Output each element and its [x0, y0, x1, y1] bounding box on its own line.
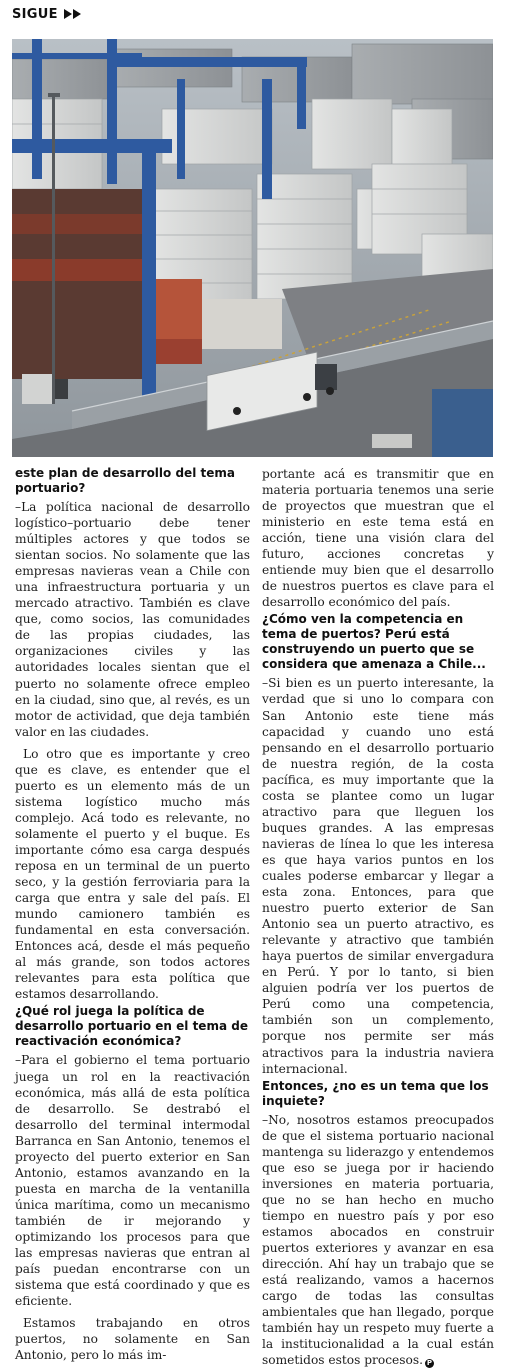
answer-paragraph: Estamos trabajando en otros puertos, no solamente en San Antonio, pero lo más im- — [15, 1316, 250, 1363]
continue-header — [12, 3, 502, 25]
port-container-terminal-photo — [12, 39, 493, 457]
end-of-article-icon: P — [426, 1359, 433, 1368]
answer-text: –No, nosotros estamos preocupados de que el sistema portuario nacional mantenga su liderazgo y entendemos que eso se juega por ir haciendo inversiones en materia portuaria, que no se han hecho en mucho tiempo en nuestro país y por eso estamos abocados en construir puertos exteriores y avanzar en esa dirección. Ahí hay un trabajo que se está realizando, vamos a hacernos cargo de todas las consultas ambientales que han llegado, porque también hay un respeto muy fuerte a la institucionalidad a la cual están sometidos estos procesos. — [262, 1112, 494, 1368]
answer-paragraph — [262, 1112, 494, 1368]
answer-paragraph: –Para el gobierno el tema portuario juega un rol en la reactivación económica, más allá de esta política de desarrollo. Se destrabó el desarrollo del terminal intermodal Barranca en San Antonio, tenemos el proyecto del puerto exterior en San Antonio, estamos avanzando en la puesta en marcha de la ventanilla única marítima, como un mecanismo también de ir mejorando y optimizando los procesos para que las empresas navieras que entran al país puedan encontrarse con un sistema que está coordinado y que es eficiente. — [15, 1053, 250, 1309]
continue-label: SIGUE — [12, 6, 58, 22]
interview-question: Entonces, ¿no es un tema que los inquiete? — [262, 1078, 489, 1108]
answer-paragraph: Lo otro que es importante y creo que es clave, es entender que el puerto es un elemento más de un sistema logístico mucho más complejo. Acá todo es relevante, no solamente el puerto y el buque. Es importante cómo esa carga después reposa en un terminal de un puerto seco, y la gestión ferroviaria para la carga que entra y sale del país. El mundo camionero también es fundamental en esta conversación. Entonces acá, desde el más pequeño al más grande, son todos actores relevantes para esta política que estamos desarrollando. — [15, 746, 250, 1002]
answer-paragraph: –Si bien es un puerto interesante, la verdad que si uno lo compara con San Antonio este tiene más capacidad y cuando uno está pensando en el desarrollo portuario de nuestra región, de la costa pacífica, es muy importante que la costa se plantee como un lugar atractivo para que lleguen los buques grandes. A las empresas navieras de línea lo que les interesa es que haya varios puntos en los cuales poderse embarcar y llegar a esta zona. Entonces, para que nuestro puerto exterior de San Antonio sea un puerto atractivo, es relevante y atractivo que también haya puertos de similar envergadura en Perú. Y por lo tanto, si bien alguien podría ver los puertos de Perú como una competencia, también son un complemento, porque nos permite ser más atractivos para la industria naviera internacional. — [262, 676, 494, 1076]
article-column-left — [15, 466, 250, 1363]
double-arrow-right-icon — [64, 9, 81, 19]
answer-paragraph: portante acá es transmitir que en materia portuaria tenemos una serie de proyectos que muestran que el ministerio en este tema está en acción, tiene una visión clara del futuro, acciones concretas y entiende muy bien que el desarrollo de nuestros puertos es clave para el desarrollo económico del país. — [262, 467, 494, 610]
article-column-right — [262, 466, 494, 1368]
interview-question: este plan de desarrollo del tema portuario? — [15, 466, 235, 495]
interview-question: ¿Cómo ven la competencia en tema de puertos? Perú está construyendo un puerto que se considera que amenaza a Chile... — [262, 612, 486, 672]
interview-question: ¿Qué rol juega la política de desarrollo portuario en el tema de reactivación económica? — [15, 1004, 248, 1049]
answer-paragraph: –La política nacional de desarrollo logístico–portuario debe tener múltiples actores y que todos se sientan socios. No solamente que las empresas navieras vean a Chile con una infraestructura portuaria y un mercado atractivo. También es clave que, como socios, las comunidades de las propias ciudades, las organizaciones civiles y las autoridades locales sientan que el puerto no solamente ofrece empleo en la ciudad, sino que, al revés, es un motor de actividad, que deja también valor en las ciudades. — [15, 500, 250, 739]
